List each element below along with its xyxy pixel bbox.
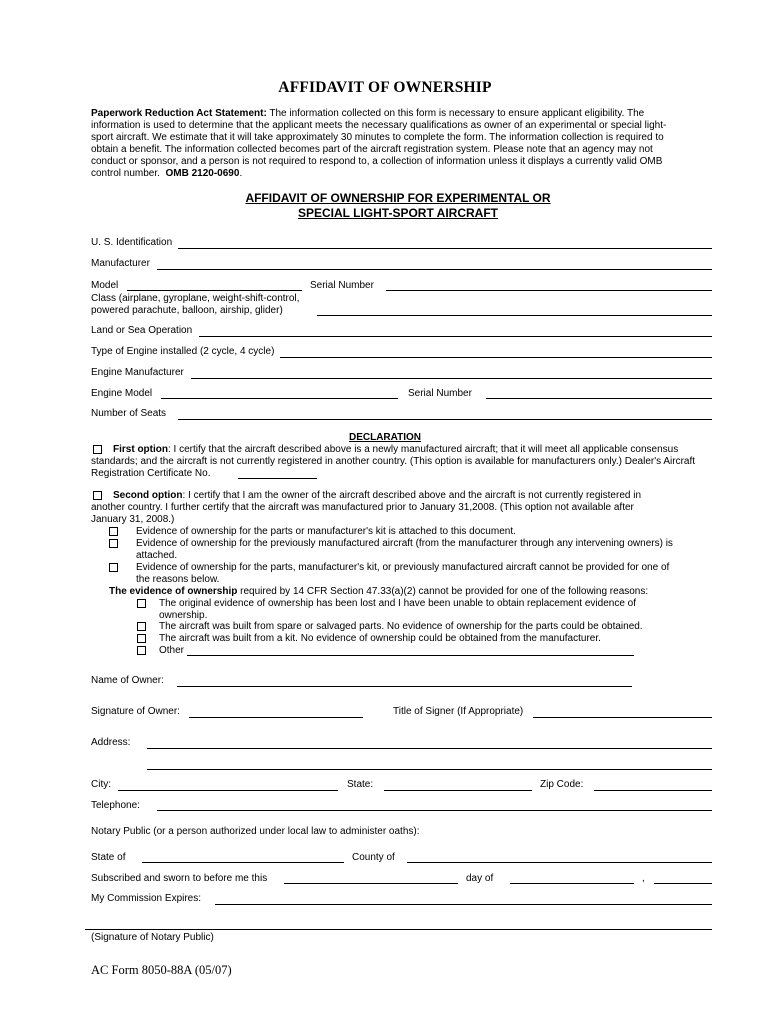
address-field-line2[interactable] bbox=[147, 769, 712, 770]
engine-serial-label: Serial Number bbox=[408, 388, 472, 399]
model-label: Model bbox=[91, 280, 119, 291]
serial-number-field[interactable] bbox=[386, 290, 712, 291]
class-label-line1: Class (airplane, gyroplane, weight-shift-control, bbox=[91, 293, 300, 304]
city-field[interactable] bbox=[118, 790, 338, 791]
evidence2-text bbox=[136, 538, 716, 562]
us-identification-label: U. S. Identification bbox=[91, 237, 173, 248]
paperwork-line: The information collected on this form is necessary to ensure applicant eligibility. The bbox=[269, 108, 645, 119]
engine-serial-field[interactable] bbox=[486, 398, 712, 399]
subscribed-label: Subscribed and sworn to before me this bbox=[91, 873, 268, 884]
first-option-line: Registration Certificate No. bbox=[91, 468, 211, 479]
land-sea-label: Land or Sea Operation bbox=[91, 325, 193, 336]
reason1-checkbox[interactable] bbox=[137, 599, 146, 608]
owner-signature-label: Signature of Owner: bbox=[91, 706, 180, 717]
telephone-label: Telephone: bbox=[91, 800, 140, 811]
notary-intro: Notary Public (or a person authorized under local law to administer oaths): bbox=[91, 826, 420, 837]
state-of-field[interactable] bbox=[142, 862, 344, 863]
day-of-label: day of bbox=[466, 873, 494, 884]
zip-label: Zip Code: bbox=[540, 779, 584, 790]
paperwork-line: control number. bbox=[91, 168, 160, 179]
state-of-label: State of bbox=[91, 852, 126, 863]
reason3-checkbox[interactable] bbox=[137, 634, 146, 643]
page-title: AFFIDAVIT OF OWNERSHIP bbox=[278, 79, 492, 96]
paperwork-line: information is used to determine that the applicant meets the necessary qualifications as owner of an experimental or special light- bbox=[91, 120, 667, 131]
land-sea-field[interactable] bbox=[199, 336, 712, 337]
title-signer-field[interactable] bbox=[533, 717, 712, 718]
reasons-intro-rest: required by 14 CFR Section 47.33(a)(2) cannot be provided for one of the following reasons: bbox=[237, 586, 649, 597]
notary-signature-field[interactable] bbox=[85, 929, 712, 930]
class-field[interactable] bbox=[317, 315, 712, 316]
declaration-heading: DECLARATION bbox=[348, 432, 422, 443]
state-label: State: bbox=[347, 779, 374, 790]
reason2-checkbox[interactable] bbox=[137, 622, 146, 631]
evidence3-checkbox[interactable] bbox=[109, 563, 118, 572]
manufacturer-label: Manufacturer bbox=[91, 258, 150, 269]
engine-manufacturer-field[interactable] bbox=[191, 378, 712, 379]
reasons-intro bbox=[109, 586, 648, 598]
dealer-certificate-field[interactable] bbox=[238, 478, 317, 479]
engine-model-label: Engine Model bbox=[91, 388, 153, 399]
zip-field[interactable] bbox=[594, 790, 712, 791]
paperwork-line: obtain a benefit. The information collected becomes part of the aircraft registration system. Please note that an agency may not bbox=[91, 144, 653, 155]
notary-signature-label: (Signature of Notary Public) bbox=[91, 932, 214, 943]
reason1-line: The original evidence of ownership has been lost and I have been unable to obtain replacement evidence of bbox=[159, 598, 636, 609]
paperwork-heading: Paperwork Reduction Act Statement: bbox=[91, 108, 267, 119]
subscribed-day-field[interactable] bbox=[284, 883, 458, 884]
evidence1-text: Evidence of ownership for the parts or manufacturer's kit is attached to this document. bbox=[136, 526, 516, 537]
evidence3-text bbox=[136, 562, 716, 586]
reason4-checkbox[interactable] bbox=[137, 646, 146, 655]
second-option-line: another country. I further certify that the aircraft was manufactured prior to January 31,2008. (This option not available after bbox=[91, 502, 634, 513]
reason4-text: Other bbox=[159, 645, 185, 656]
first-option-line: standards; and the aircraft is not currently registered in another country. (This option is available for manufacturers only.) Dealer's Aircraft bbox=[91, 456, 696, 467]
reason3-text: The aircraft was built from a kit. No evidence of ownership could be obtained from the manufacturer. bbox=[159, 633, 601, 644]
address-field-line1[interactable] bbox=[147, 748, 712, 749]
owner-signature-field[interactable] bbox=[189, 717, 363, 718]
second-option-line: January 31, 2008.) bbox=[91, 514, 175, 525]
county-of-label: County of bbox=[352, 852, 395, 863]
second-option-text bbox=[91, 490, 721, 526]
address-label: Address: bbox=[91, 737, 131, 748]
reasons-intro-bold: The evidence of ownership bbox=[109, 586, 238, 597]
second-option-line: : I certify that I am the owner of the aircraft described above and the aircraft is not currently registered in bbox=[182, 490, 642, 501]
paperwork-statement bbox=[91, 108, 731, 180]
telephone-field[interactable] bbox=[157, 810, 712, 811]
subtitle-line1: AFFIDAVIT OF OWNERSHIP FOR EXPERIMENTAL OR bbox=[245, 191, 551, 205]
subscribed-month-field[interactable] bbox=[510, 883, 634, 884]
state-field[interactable] bbox=[384, 790, 532, 791]
commission-label: My Commission Expires: bbox=[91, 893, 202, 904]
county-of-field[interactable] bbox=[407, 862, 712, 863]
reason1-line: ownership. bbox=[159, 610, 208, 621]
reason2-text: The aircraft was built from spare or salvaged parts. No evidence of ownership for the parts could be obtained. bbox=[159, 621, 643, 632]
class-label-line2: powered parachute, balloon, airship, glider) bbox=[91, 305, 283, 316]
first-option-label: First option bbox=[113, 444, 168, 455]
evidence3-line: Evidence of ownership for the parts, manufacturer's kit, or previously manufactured aircraft cannot be provided for one of bbox=[136, 562, 670, 573]
seats-label: Number of Seats bbox=[91, 408, 167, 419]
model-field[interactable] bbox=[127, 290, 302, 291]
evidence1-checkbox[interactable] bbox=[109, 527, 118, 536]
engine-model-field[interactable] bbox=[161, 398, 398, 399]
subtitle-line2: SPECIAL LIGHT-SPORT AIRCRAFT bbox=[297, 206, 498, 220]
manufacturer-field[interactable] bbox=[157, 269, 712, 270]
commission-field[interactable] bbox=[215, 904, 712, 905]
seats-field[interactable] bbox=[178, 419, 712, 420]
owner-name-field[interactable] bbox=[177, 686, 632, 687]
other-reason-field[interactable] bbox=[187, 655, 634, 656]
subscribed-year-field[interactable] bbox=[654, 883, 712, 884]
owner-name-label: Name of Owner: bbox=[91, 675, 164, 686]
engine-type-field[interactable] bbox=[280, 357, 712, 358]
first-option-text bbox=[91, 444, 721, 480]
comma-separator: , bbox=[642, 873, 645, 884]
second-option-label: Second option bbox=[113, 490, 183, 501]
paperwork-line: sport aircraft. We estimate that it will take approximately 30 minutes to complete the form. The information collection is required to bbox=[91, 132, 664, 143]
city-label: City: bbox=[91, 779, 111, 790]
period: . bbox=[239, 168, 243, 179]
evidence2-line: Evidence of ownership for the previously manufactured aircraft (from the manufacturer through any intervening owners) is bbox=[136, 538, 673, 549]
omb-number: OMB 2120-0690 bbox=[165, 168, 240, 179]
evidence2-checkbox[interactable] bbox=[109, 539, 118, 548]
paperwork-line: conduct or sponsor, and a person is not required to respond to, a collection of information unless it displays a currently valid OMB bbox=[91, 156, 663, 167]
title-signer-label: Title of Signer (If Appropriate) bbox=[393, 706, 524, 717]
engine-type-label: Type of Engine installed (2 cycle, 4 cycle) bbox=[91, 346, 275, 357]
us-identification-field[interactable] bbox=[178, 248, 712, 249]
evidence3-line: the reasons below. bbox=[136, 574, 220, 585]
reason1-text bbox=[159, 598, 719, 622]
evidence2-line: attached. bbox=[136, 550, 178, 561]
first-option-line: : I certify that the aircraft described above is a newly manufactured aircraft; that it will meet all applicable consensus bbox=[168, 444, 679, 455]
serial-number-label: Serial Number bbox=[310, 280, 374, 291]
form-number: AC Form 8050-88A (05/07) bbox=[91, 963, 232, 977]
engine-manufacturer-label: Engine Manufacturer bbox=[91, 367, 184, 378]
